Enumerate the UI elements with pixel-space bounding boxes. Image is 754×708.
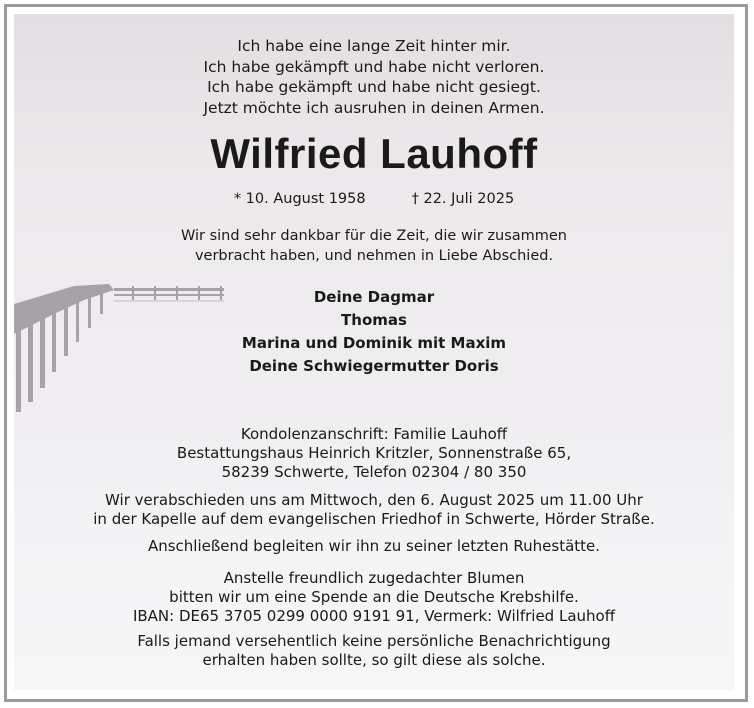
birth-date: * 10. August 1958 [233, 191, 366, 207]
condolence-line: Bestattungshaus Heinrich Kritzler, Sonnenstraße 65, [176, 444, 572, 462]
service-line: in der Kapelle auf dem evangelischen Friedhof in Schwerte, Hörder Straße. [93, 510, 655, 528]
service-line: Wir verabschieden uns am Mittwoch, den 6. August 2025 um 11.00 Uhr [105, 491, 643, 509]
poem-line: Ich habe gekämpft und habe nicht verloren. [203, 57, 545, 76]
notice-line: erhalten haben sollte, so gilt diese als solche. [202, 651, 546, 669]
mourners-list [14, 286, 734, 378]
condolence-line: 58239 Schwerte, Telefon 02304 / 80 350 [221, 463, 527, 481]
poem-line: Jetzt möchte ich ausruhen in deinen Armen. [203, 98, 545, 117]
donation-line: bitten wir um eine Spende an die Deutsche Krebshilfe. [169, 588, 579, 606]
funeral-service [14, 491, 734, 529]
burial-text: Anschließend begleiten wir ihn zu seiner letzten Ruhestätte. [147, 537, 601, 555]
thanks-text [14, 226, 734, 266]
death-date: † 22. Juli 2025 [411, 191, 515, 207]
mourner: Thomas [341, 311, 407, 329]
mourner: Deine Dagmar [313, 288, 435, 306]
poem-line: Ich habe eine lange Zeit hinter mir. [237, 37, 511, 55]
mourner: Deine Schwiegermutter Doris [249, 357, 499, 375]
life-dates [14, 190, 734, 208]
condolence-line: Kondolenzanschrift: Familie Lauhoff [240, 425, 508, 443]
donation-request [14, 569, 734, 626]
donation-line: Anstelle freundlich zugedachter Blumen [223, 569, 525, 587]
notification-notice [14, 632, 734, 670]
poem-line: Ich habe gekämpft und habe nicht gesiegt. [207, 78, 541, 96]
poem [14, 36, 734, 118]
thanks-line: Wir sind sehr dankbar für die Zeit, die wir zusammen [180, 228, 567, 244]
notice-line: Falls jemand versehentlich keine persönliche Benachrichtigung [137, 632, 611, 650]
thanks-line: verbracht haben, und nehmen in Liebe Abschied. [194, 248, 554, 264]
donation-line: IBAN: DE65 3705 0299 0000 9191 91, Vermerk: Wilfried Lauhoff [132, 607, 616, 625]
mourner: Marina und Dominik mit Maxim [241, 334, 507, 352]
condolence-address [14, 425, 734, 482]
deceased-name: Wilfried Lauhoff [210, 130, 538, 177]
